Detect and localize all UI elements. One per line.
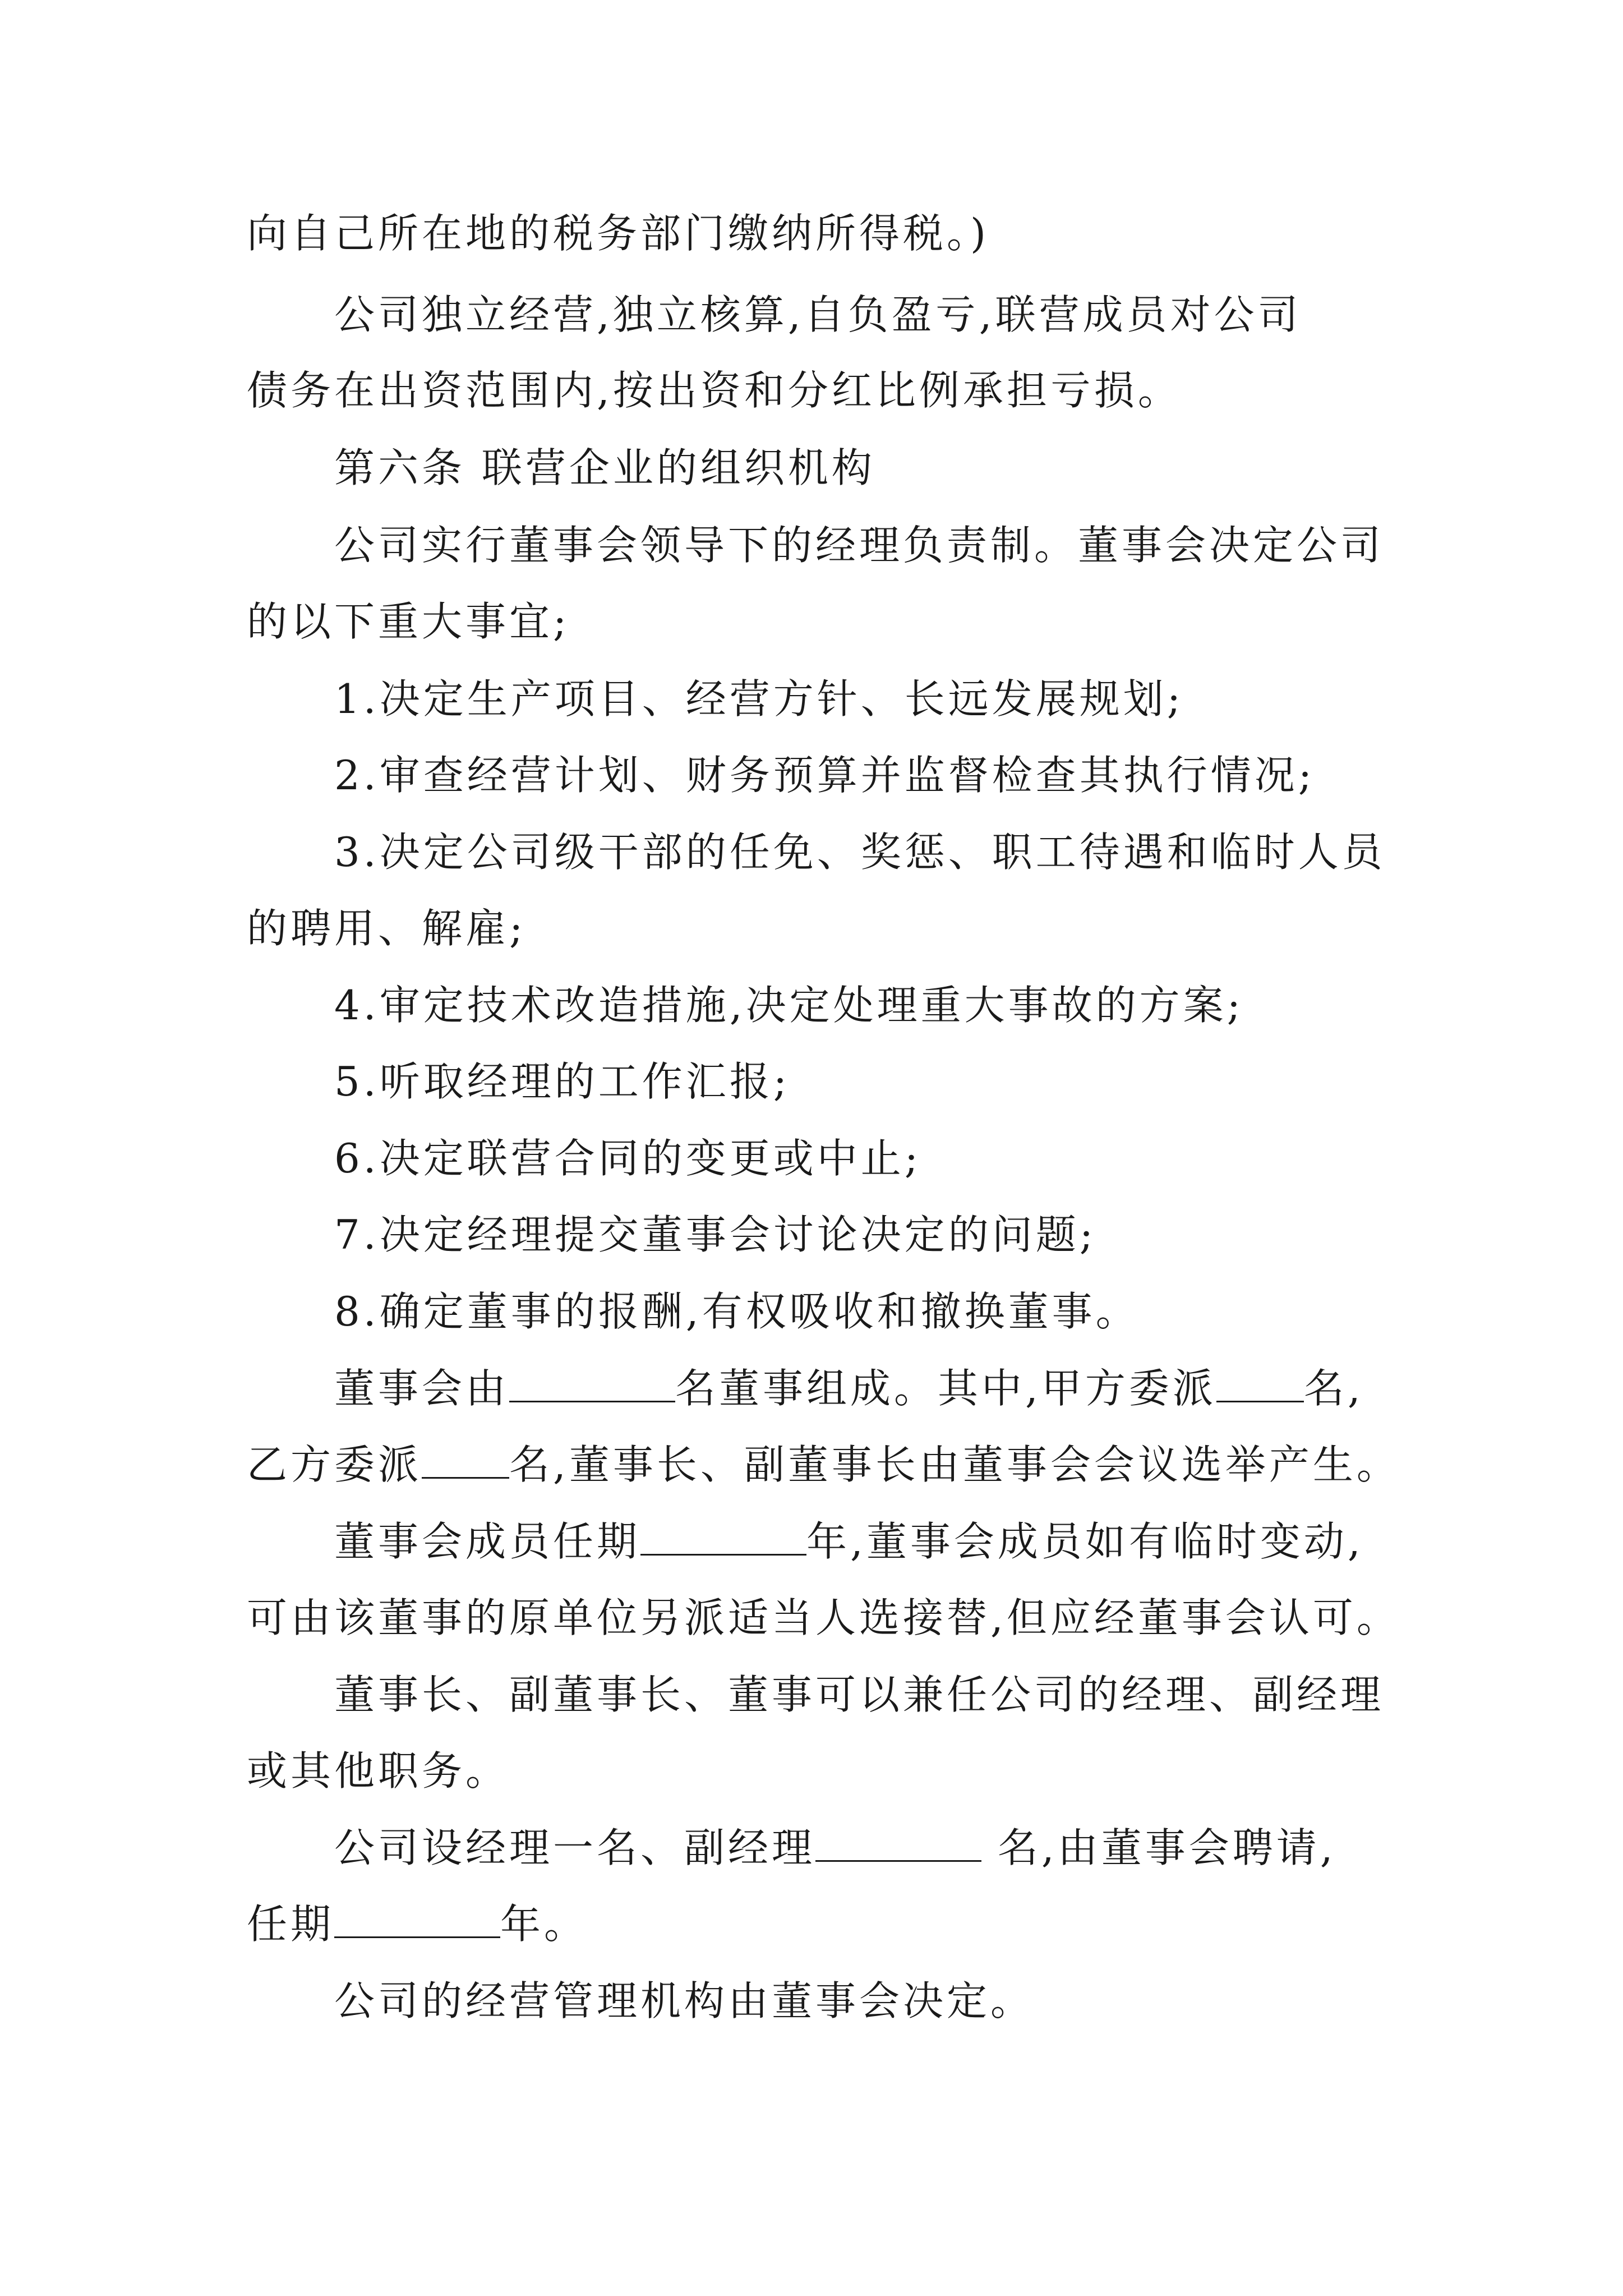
board-composition-text-d: 乙方委派 bbox=[247, 1441, 422, 1488]
manager-term-text-a: 任期 bbox=[247, 1901, 335, 1948]
paragraph-independent-operation-line1: 公司独立经营,独立核算,自负盈亏,联营成员对公司 bbox=[334, 291, 1302, 338]
paragraph-independent-operation-line2: 债务在出资范围内,按出资和分红比例承担亏损。 bbox=[247, 367, 1182, 414]
article-6-heading: 第六条 联营企业的组织机构 bbox=[334, 444, 875, 491]
list-item-8: 8.确定董事的报酬,有权吸收和撤换董事。 bbox=[334, 1288, 1140, 1335]
paragraph-tax-continuation: 向自己所在地的税务部门缴纳所得税。) bbox=[247, 210, 990, 257]
paragraph-manager-line1 bbox=[334, 1820, 1336, 1876]
board-term-text-b: 年,董事会成员如有临时变动, bbox=[806, 1518, 1364, 1565]
paragraph-manager-line2 bbox=[247, 1896, 588, 1952]
list-item-6: 6.决定联营合同的变更或中止; bbox=[334, 1135, 921, 1182]
list-item-4: 4.审定技术改造措施,决定处理重大事故的方案; bbox=[334, 982, 1244, 1029]
board-term-blank bbox=[640, 1519, 806, 1556]
paragraph-concurrent-posts-line1: 董事长、副董事长、董事可以兼任公司的经理、副经理 bbox=[334, 1671, 1385, 1718]
paragraph-board-term-line1 bbox=[334, 1513, 1364, 1570]
paragraph-board-composition-line1 bbox=[334, 1360, 1364, 1416]
paragraph-management-organization: 公司的经营管理机构由董事会决定。 bbox=[334, 1977, 1035, 2024]
paragraph-board-term-line2: 可由该董事的原单位另派适当人选接替,但应经董事会认可。 bbox=[247, 1594, 1400, 1641]
list-item-7: 7.决定经理提交董事会讨论决定的问题; bbox=[334, 1211, 1096, 1258]
board-composition-text-e: 名,董事长、副董事长由董事会会议选举产生。 bbox=[509, 1441, 1400, 1488]
board-size-blank bbox=[509, 1366, 675, 1402]
party-b-count-blank bbox=[422, 1442, 509, 1479]
board-composition-text-b: 名董事组成。其中,甲方委派 bbox=[675, 1365, 1216, 1412]
board-composition-text-a: 董事会由 bbox=[334, 1365, 510, 1412]
manager-text-b: 名,由董事会聘请, bbox=[981, 1824, 1336, 1871]
board-term-text-a: 董事会成员任期 bbox=[334, 1518, 641, 1565]
manager-text-a: 公司设经理一名、副经理 bbox=[334, 1824, 816, 1871]
party-a-count-blank bbox=[1216, 1366, 1304, 1402]
paragraph-board-composition-line2 bbox=[247, 1437, 1400, 1493]
deputy-manager-count-blank bbox=[815, 1825, 981, 1862]
paragraph-board-responsibility-line1: 公司实行董事会领导下的经理负责制。董事会决定公司 bbox=[334, 522, 1385, 569]
board-composition-text-c: 名, bbox=[1303, 1365, 1364, 1412]
list-item-3-line1: 3.决定公司级干部的任免、奖惩、职工待遇和临时人员 bbox=[334, 829, 1386, 876]
list-item-2: 2.审查经营计划、财务预算并监督检查其执行情况; bbox=[334, 752, 1315, 799]
paragraph-board-responsibility-line2: 的以下重大事宜; bbox=[247, 598, 570, 645]
paragraph-concurrent-posts-line2: 或其他职务。 bbox=[247, 1747, 510, 1795]
manager-term-blank bbox=[334, 1902, 500, 1938]
manager-term-text-b: 年。 bbox=[500, 1901, 588, 1948]
list-item-3-line2: 的聘用、解雇; bbox=[247, 905, 527, 952]
list-item-1: 1.决定生产项目、经营方针、长远发展规划; bbox=[334, 675, 1184, 723]
list-item-5: 5.听取经理的工作汇报; bbox=[334, 1058, 790, 1105]
